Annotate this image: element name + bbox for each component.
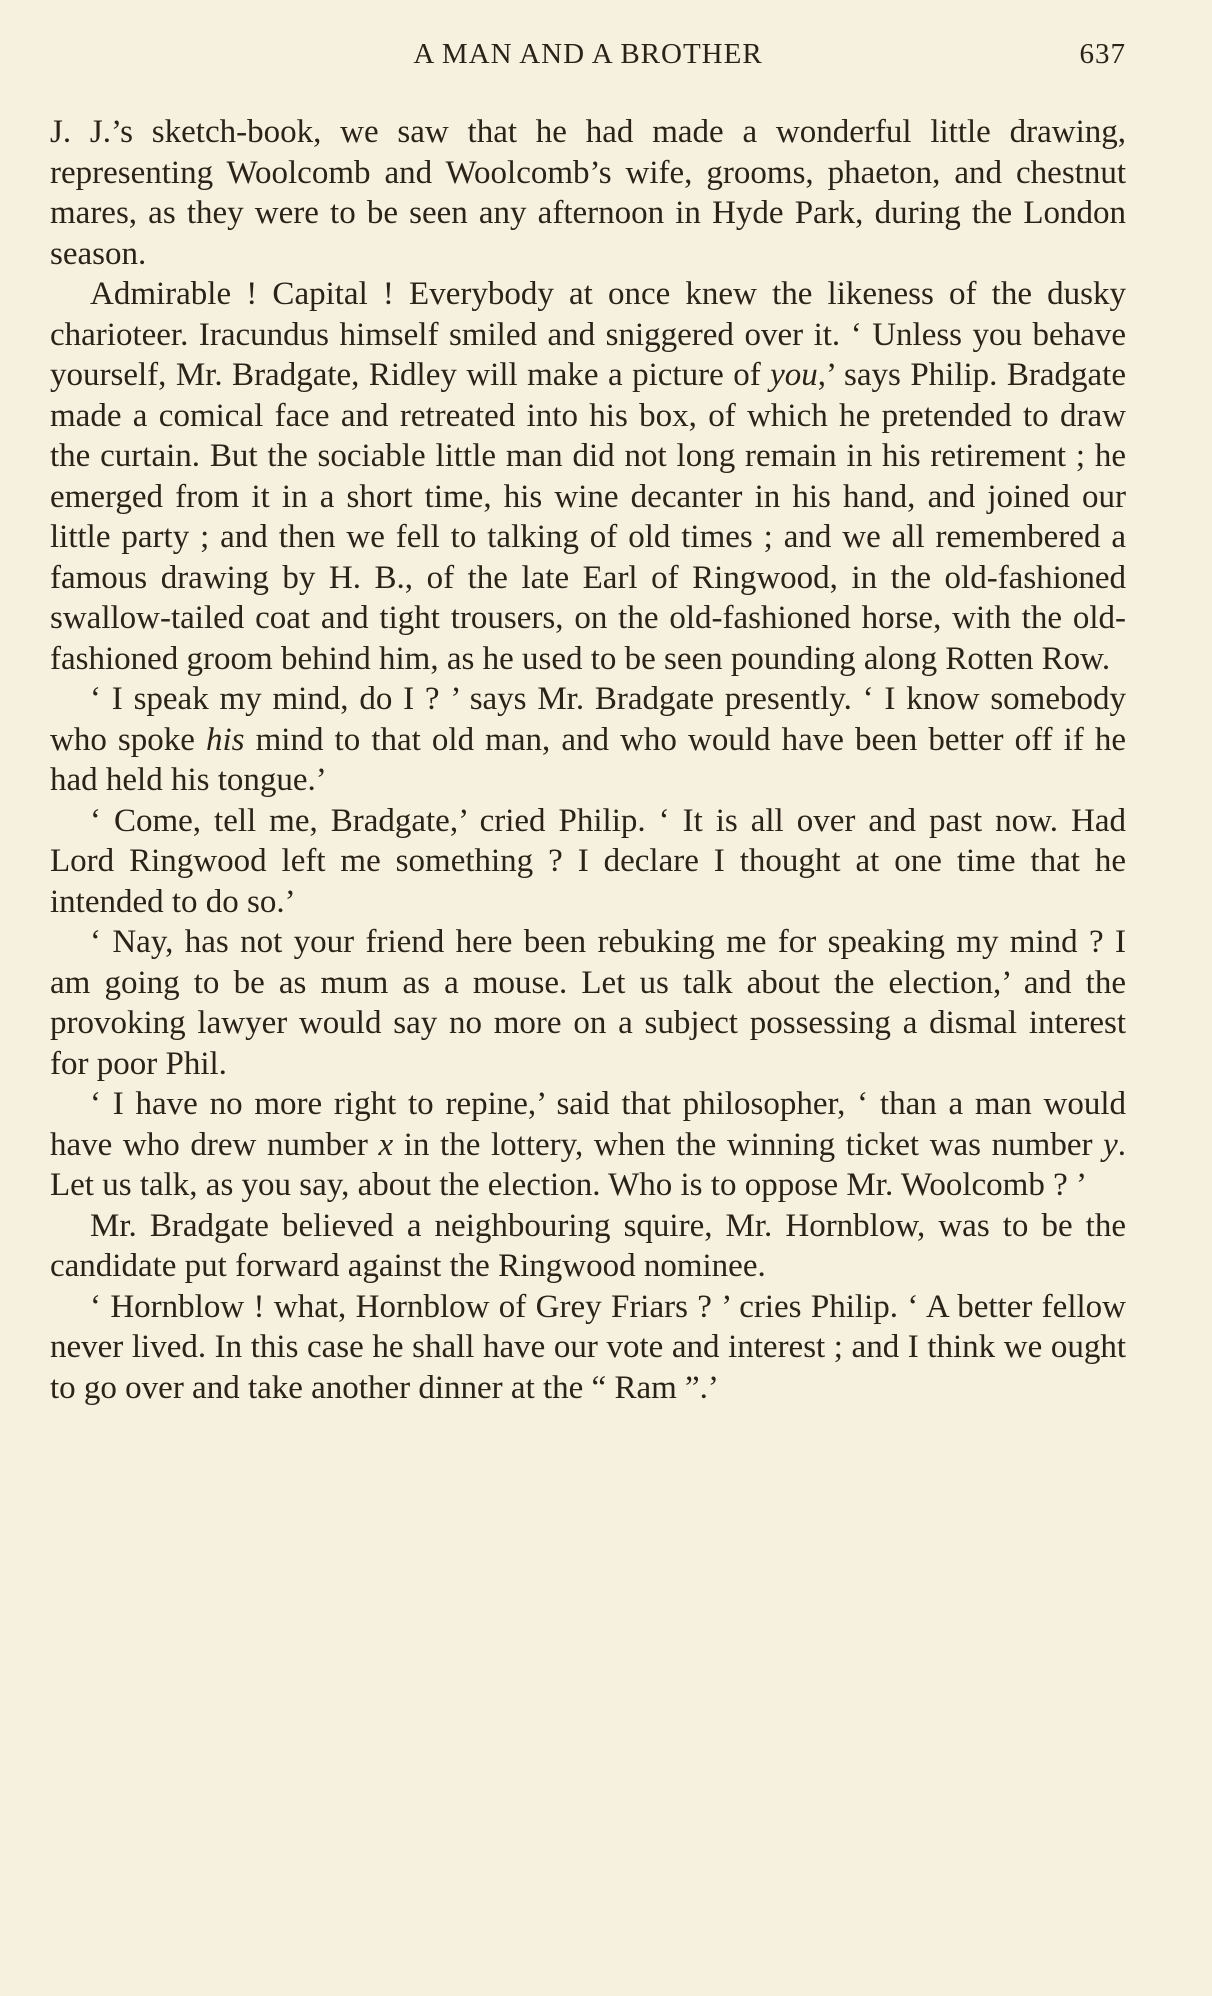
text-segment: mind to that old man, and who would have been better off if he had held his tongue.’ (50, 721, 1126, 798)
paragraph-p1 (50, 112, 1126, 274)
paragraph-p5 (50, 922, 1126, 1084)
text-segment: in the lottery, when the winning ticket was number (393, 1126, 1104, 1163)
text-segment: ‘ I have no more right to repine,’ said that philosopher, ‘ than a man would have who drew number (50, 1086, 1126, 1163)
paragraph-p7 (50, 1206, 1126, 1287)
italic-text: x (378, 1126, 394, 1163)
text-segment: . Let us talk, as you say, about the election. Who is to oppose Mr. Woolcomb ? ’ (50, 1126, 1126, 1203)
page-number: 637 (1079, 38, 1126, 70)
italic-text: y (1103, 1126, 1118, 1163)
text-segment: ‘ Nay, has not your friend here been rebuking me for speaking my mind ? I am going to be as mum as a mouse. Let us talk about the election,’ and the provoking lawyer would say no more on a subject possessing a dismal interest for poor Phil. (50, 924, 1126, 1082)
text-segment: Mr. Bradgate believed a neighbouring squire, Mr. Hornblow, was to be the candidate put forward against the Ringwood nominee. (50, 1207, 1126, 1284)
running-head (50, 38, 1126, 78)
italic-text: you (770, 357, 818, 393)
text-segment: Admirable ! Capital ! Everybody at once knew the likeness of the dusky charioteer. Iracundus himself smiled and sniggered over it. ‘ Unless you behave yourself, Mr. Bradgate, Ridley will make a picture of (50, 276, 1126, 393)
text-segment: ‘ Come, tell me, Bradgate,’ cried Philip. ‘ It is all over and past now. Had Lord Ringwood left me something ? I declare I thought at one time that he intended to do so.’ (50, 802, 1126, 920)
paragraph-p3 (50, 679, 1126, 801)
paragraph-p6 (50, 1084, 1126, 1206)
running-title: A MAN AND A BROTHER (413, 38, 763, 70)
text-segment: ,’ says Philip. Bradgate made a comical face and retreated into his box, of which he pretended to draw the curtain. But the sociable little man did not long remain in his retirement ; he emerged from it in a short time, his wine decanter in his hand, and joined our little party ; and then we fell to talking of old times ; and we all remembered a famous drawing by H. B., of the late Earl of Ringwood, in the old-fashioned swallow-tailed coat and tight trousers, on the old-fashioned horse, with the old-fashioned groom behind him, as he used to be seen pounding along Rotten Row. (50, 357, 1126, 677)
text-segment: ‘ I speak my mind, do I ? ’ says Mr. Bradgate presently. ‘ I know somebody who spoke (50, 681, 1126, 758)
paragraph-p4 (50, 801, 1126, 923)
paragraph-p2 (50, 274, 1126, 679)
italic-text: his (206, 721, 245, 758)
text-segment: ‘ Hornblow ! what, Hornblow of Grey Friars ? ’ cries Philip. ‘ A better fellow never lived. In this case he shall have our vote and interest ; and I think we ought to go over and take another dinner at the “ Ram ”.’ (50, 1288, 1126, 1406)
text-segment: J. J.’s sketch-book, we saw that he had made a wonderful little drawing, representing Woolcomb and Woolcomb’s wife, grooms, phaeton, and chestnut mares, as they were to be seen any afternoon in Hyde Park, during the London season. (50, 114, 1126, 272)
body-text (50, 112, 1126, 1408)
paragraph-p8 (50, 1287, 1126, 1409)
